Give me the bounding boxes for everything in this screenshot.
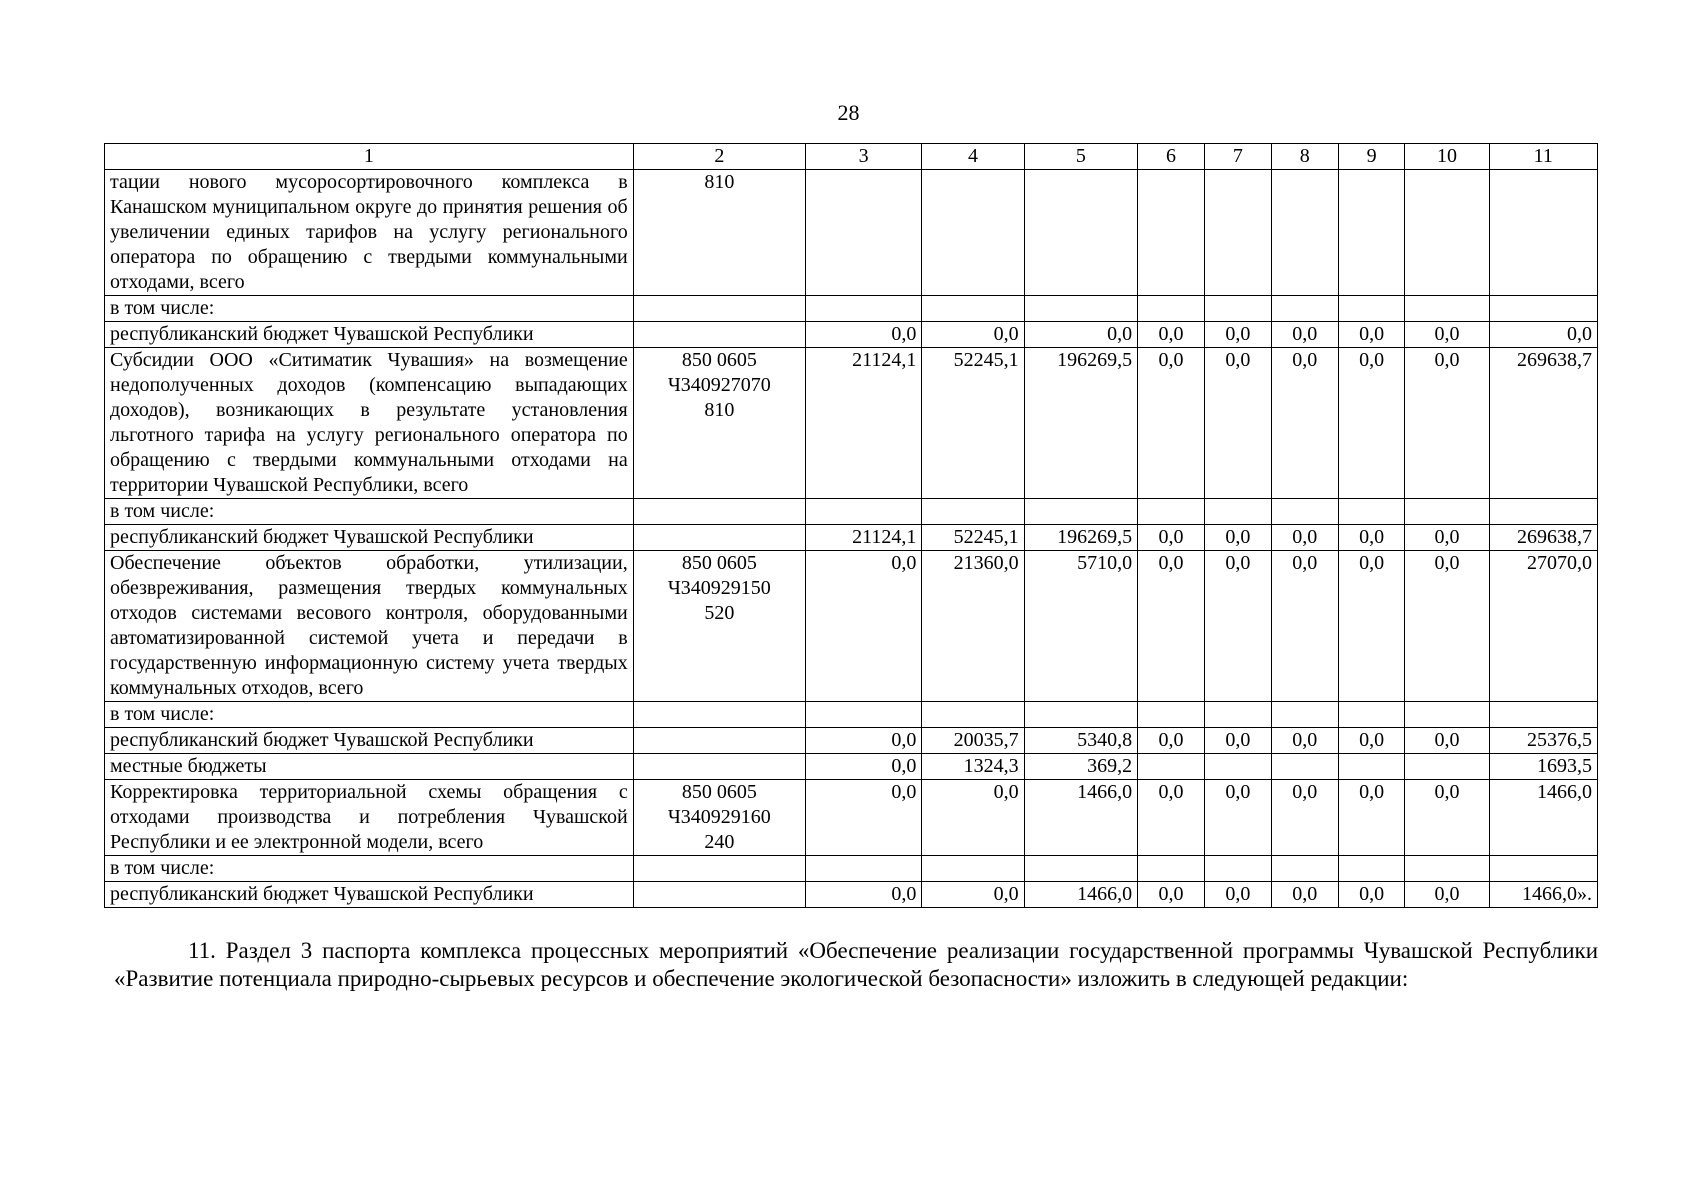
- value-cell: 0,0: [1405, 525, 1489, 551]
- value-cell: [922, 499, 1024, 525]
- value-cell: 0,0: [1204, 551, 1271, 702]
- value-cell: 0,0: [1338, 348, 1405, 499]
- value-cell: [1138, 296, 1205, 322]
- value-cell: [1271, 702, 1338, 728]
- header-cell: 6: [1138, 144, 1205, 170]
- row-code-cell: 850 0605 Ч340929150 520: [633, 551, 805, 702]
- value-cell: [805, 296, 921, 322]
- value-cell: [1338, 499, 1405, 525]
- row-name-cell: тации нового мусоросортировочного комплекса в Канашском муниципальном округе до принятия решения об увеличении единых тарифов на услугу регионального оператора по обращению с твердыми коммунальными отходами, всего: [105, 170, 634, 296]
- value-cell: [1138, 754, 1205, 780]
- value-cell: 0,0: [805, 322, 921, 348]
- value-cell: [922, 170, 1024, 296]
- row-code-cell: [633, 754, 805, 780]
- value-cell: 0,0: [1138, 551, 1205, 702]
- value-cell: 1466,0».: [1489, 882, 1597, 908]
- table-header-row: [105, 144, 1598, 170]
- row-code-cell: [633, 856, 805, 882]
- value-cell: [1338, 170, 1405, 296]
- value-cell: 0,0: [1138, 780, 1205, 856]
- value-cell: [1204, 170, 1271, 296]
- value-cell: 0,0: [1204, 348, 1271, 499]
- header-cell: 4: [922, 144, 1024, 170]
- value-cell: [1271, 170, 1338, 296]
- row-code-cell: [633, 728, 805, 754]
- header-cell: 10: [1405, 144, 1489, 170]
- value-cell: [1405, 296, 1489, 322]
- row-name-cell: Субсидии ООО «Ситиматик Чувашия» на возмещение недополученных доходов (компенсацию выпадающих доходов), возникающих в результате установления льготного тарифа на услугу регионального оператора по обращению с твердыми коммунальными отходами на территории Чувашской Республики, всего: [105, 348, 634, 499]
- value-cell: [1489, 856, 1597, 882]
- value-cell: [1338, 856, 1405, 882]
- table-row: [105, 780, 1598, 856]
- value-cell: 0,0: [1405, 322, 1489, 348]
- value-cell: [1024, 856, 1137, 882]
- value-cell: 0,0: [1338, 882, 1405, 908]
- value-cell: 0,0: [1489, 322, 1597, 348]
- header-cell: 5: [1024, 144, 1137, 170]
- value-cell: [1405, 856, 1489, 882]
- table-row: [105, 882, 1598, 908]
- value-cell: 0,0: [1271, 882, 1338, 908]
- row-name-cell: Корректировка территориальной схемы обращения с отходами производства и потребления Чувашской Республики и ее электронной модели, всего: [105, 780, 634, 856]
- value-cell: [1405, 754, 1489, 780]
- value-cell: [1204, 754, 1271, 780]
- value-cell: [805, 856, 921, 882]
- value-cell: 0,0: [1138, 525, 1205, 551]
- value-cell: 0,0: [1405, 780, 1489, 856]
- row-code-cell: 850 0605 Ч340927070 810: [633, 348, 805, 499]
- value-cell: 0,0: [805, 780, 921, 856]
- value-cell: [1489, 170, 1597, 296]
- row-name-cell: республиканский бюджет Чувашской Республики: [105, 322, 634, 348]
- value-cell: 0,0: [1204, 882, 1271, 908]
- value-cell: [1271, 754, 1338, 780]
- row-name-cell: в том числе:: [105, 856, 634, 882]
- value-cell: [1024, 702, 1137, 728]
- value-cell: [1204, 499, 1271, 525]
- value-cell: 0,0: [1204, 525, 1271, 551]
- value-cell: [805, 170, 921, 296]
- value-cell: 196269,5: [1024, 525, 1137, 551]
- table-row: [105, 322, 1598, 348]
- value-cell: [1405, 499, 1489, 525]
- value-cell: 269638,7: [1489, 348, 1597, 499]
- header-cell: 2: [633, 144, 805, 170]
- budget-table: [104, 143, 1598, 908]
- table-row: [105, 170, 1598, 296]
- value-cell: 1324,3: [922, 754, 1024, 780]
- value-cell: 0,0: [1338, 728, 1405, 754]
- row-name-cell: в том числе:: [105, 296, 634, 322]
- value-cell: 0,0: [1204, 728, 1271, 754]
- value-cell: 0,0: [1204, 780, 1271, 856]
- value-cell: [922, 856, 1024, 882]
- value-cell: 0,0: [922, 780, 1024, 856]
- row-code-cell: [633, 525, 805, 551]
- value-cell: 0,0: [1271, 322, 1338, 348]
- header-cell: 8: [1271, 144, 1338, 170]
- value-cell: 0,0: [1338, 322, 1405, 348]
- value-cell: 0,0: [1405, 348, 1489, 499]
- value-cell: 0,0: [1405, 551, 1489, 702]
- value-cell: 21360,0: [922, 551, 1024, 702]
- value-cell: 21124,1: [805, 348, 921, 499]
- value-cell: 25376,5: [1489, 728, 1597, 754]
- value-cell: 0,0: [1024, 322, 1137, 348]
- table-row: [105, 728, 1598, 754]
- value-cell: [1489, 702, 1597, 728]
- row-code-cell: 850 0605 Ч340929160 240: [633, 780, 805, 856]
- value-cell: 0,0: [1138, 882, 1205, 908]
- value-cell: 0,0: [1338, 780, 1405, 856]
- value-cell: 0,0: [1271, 551, 1338, 702]
- value-cell: [922, 296, 1024, 322]
- row-code-cell: 810: [633, 170, 805, 296]
- value-cell: [1338, 702, 1405, 728]
- value-cell: 21124,1: [805, 525, 921, 551]
- table-row: [105, 551, 1598, 702]
- value-cell: [1138, 499, 1205, 525]
- value-cell: [1338, 754, 1405, 780]
- header-cell: 1: [105, 144, 634, 170]
- value-cell: 1466,0: [1024, 780, 1137, 856]
- value-cell: [805, 702, 921, 728]
- table-row: [105, 754, 1598, 780]
- value-cell: 20035,7: [922, 728, 1024, 754]
- value-cell: [1338, 296, 1405, 322]
- value-cell: 269638,7: [1489, 525, 1597, 551]
- row-code-cell: [633, 322, 805, 348]
- value-cell: [1271, 296, 1338, 322]
- row-name-cell: местные бюджеты: [105, 754, 634, 780]
- value-cell: [922, 702, 1024, 728]
- table-row: [105, 856, 1598, 882]
- value-cell: 0,0: [1338, 551, 1405, 702]
- value-cell: 1466,0: [1489, 780, 1597, 856]
- value-cell: 369,2: [1024, 754, 1137, 780]
- row-code-cell: [633, 882, 805, 908]
- value-cell: 0,0: [922, 882, 1024, 908]
- page-number: 28: [837, 100, 860, 125]
- row-name-cell: республиканский бюджет Чувашской Республики: [105, 882, 634, 908]
- value-cell: 0,0: [805, 754, 921, 780]
- header-cell: 11: [1489, 144, 1597, 170]
- header-cell: 3: [805, 144, 921, 170]
- value-cell: [1138, 702, 1205, 728]
- row-name-cell: в том числе:: [105, 499, 634, 525]
- value-cell: 0,0: [1271, 525, 1338, 551]
- value-cell: [1024, 170, 1137, 296]
- value-cell: [1024, 296, 1137, 322]
- value-cell: 5340,8: [1024, 728, 1137, 754]
- value-cell: 52245,1: [922, 348, 1024, 499]
- value-cell: [1204, 702, 1271, 728]
- table-row: [105, 499, 1598, 525]
- row-name-cell: в том числе:: [105, 702, 634, 728]
- value-cell: 0,0: [1271, 780, 1338, 856]
- value-cell: [1271, 856, 1338, 882]
- row-name-cell: Обеспечение объектов обработки, утилизации, обезвреживания, размещения твердых коммунальных отходов системами весового контроля, оборудованными автоматизированной системой учета и передачи в государственную информационную систему учета твердых коммунальных отходов, всего: [105, 551, 634, 702]
- value-cell: 0,0: [1138, 348, 1205, 499]
- value-cell: 0,0: [1271, 348, 1338, 499]
- header-cell: 9: [1338, 144, 1405, 170]
- table-row: [105, 702, 1598, 728]
- value-cell: 0,0: [1405, 882, 1489, 908]
- value-cell: [1271, 499, 1338, 525]
- table-row: [105, 296, 1598, 322]
- value-cell: 196269,5: [1024, 348, 1137, 499]
- value-cell: 1693,5: [1489, 754, 1597, 780]
- value-cell: 0,0: [1338, 525, 1405, 551]
- value-cell: 5710,0: [1024, 551, 1137, 702]
- row-name-cell: республиканский бюджет Чувашской Республики: [105, 525, 634, 551]
- value-cell: 0,0: [1405, 728, 1489, 754]
- header-cell: 7: [1204, 144, 1271, 170]
- value-cell: 0,0: [922, 322, 1024, 348]
- value-cell: [1204, 296, 1271, 322]
- value-cell: 0,0: [1271, 728, 1338, 754]
- section-paragraph: 11. Раздел 3 паспорта комплекса процессных мероприятий «Обеспечение реализации государственной программы Чувашской Республики «Развитие потенциала природно-сырьевых ресурсов и обеспечение экологической безопасности» изложить в следующей редакции:: [114, 938, 1598, 991]
- value-cell: [805, 499, 921, 525]
- table-row: [105, 525, 1598, 551]
- value-cell: 0,0: [1138, 322, 1205, 348]
- value-cell: 0,0: [805, 882, 921, 908]
- value-cell: 0,0: [805, 551, 921, 702]
- value-cell: 52245,1: [922, 525, 1024, 551]
- value-cell: [1489, 296, 1597, 322]
- row-name-cell: республиканский бюджет Чувашской Республики: [105, 728, 634, 754]
- value-cell: [1405, 702, 1489, 728]
- table-row: [105, 348, 1598, 499]
- value-cell: 0,0: [805, 728, 921, 754]
- row-code-cell: [633, 499, 805, 525]
- value-cell: 1466,0: [1024, 882, 1137, 908]
- value-cell: 27070,0: [1489, 551, 1597, 702]
- value-cell: [1405, 170, 1489, 296]
- row-code-cell: [633, 296, 805, 322]
- value-cell: [1489, 499, 1597, 525]
- value-cell: [1024, 499, 1137, 525]
- value-cell: 0,0: [1138, 728, 1205, 754]
- value-cell: [1204, 856, 1271, 882]
- value-cell: 0,0: [1204, 322, 1271, 348]
- row-code-cell: [633, 702, 805, 728]
- value-cell: [1138, 170, 1205, 296]
- value-cell: [1138, 856, 1205, 882]
